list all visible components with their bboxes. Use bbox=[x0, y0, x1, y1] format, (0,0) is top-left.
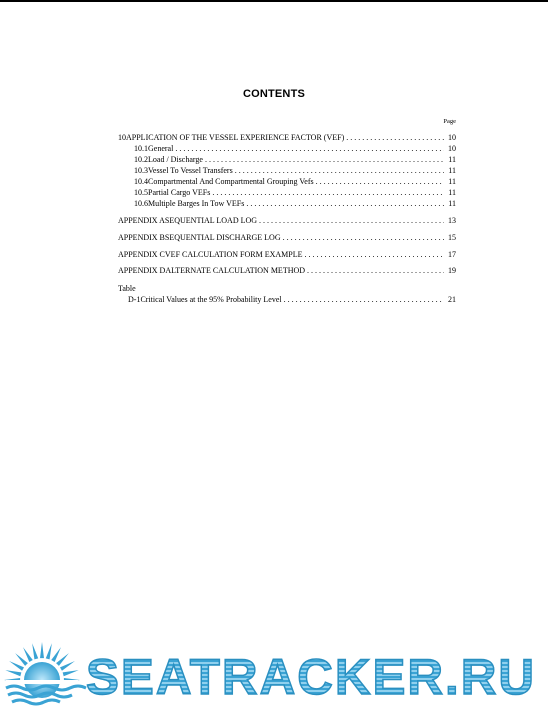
toc-entry-number: APPENDIX B bbox=[118, 233, 165, 242]
toc-entry-appendix-c[interactable] bbox=[118, 250, 456, 260]
leader-dots bbox=[307, 266, 444, 276]
sun-ray-icon bbox=[23, 647, 33, 662]
sun-ray-icon bbox=[40, 642, 44, 658]
toc-entry-number: APPENDIX D bbox=[118, 266, 166, 275]
toc-entry-number: 10.5 bbox=[134, 188, 148, 197]
toc-entry-section-10[interactable] bbox=[118, 133, 456, 143]
toc-entry-title: ALTERNATE CALCULATION METHOD bbox=[165, 266, 306, 275]
toc-entry-number: 10.3 bbox=[134, 166, 148, 175]
toc-entry-page: 11 bbox=[448, 177, 456, 186]
watermark-svg bbox=[0, 628, 548, 713]
leader-dots bbox=[346, 133, 444, 143]
toc-entry-table-d-1[interactable] bbox=[128, 295, 456, 305]
toc-entry-page: 15 bbox=[448, 233, 456, 242]
leader-dots bbox=[259, 216, 444, 226]
leader-dots bbox=[284, 295, 444, 305]
toc-entry-section-10-5[interactable] bbox=[134, 188, 456, 198]
toc-entry-title: Critical Values at the 95% Probability Level bbox=[140, 295, 282, 304]
sun-ray-icon bbox=[60, 661, 75, 671]
sun-ray-icon bbox=[63, 670, 79, 676]
toc-entry-page: 17 bbox=[448, 250, 456, 259]
toc-entry-page: 11 bbox=[448, 155, 456, 164]
toc-entry-number: APPENDIX A bbox=[118, 216, 165, 225]
leader-dots bbox=[175, 144, 444, 154]
toc-entry-number: 10.2 bbox=[134, 155, 148, 164]
toc-entry-title: Compartmental And Compartmental Grouping Vefs bbox=[148, 177, 314, 186]
toc-entry-title: SEQUENTIAL LOAD LOG bbox=[164, 216, 258, 225]
sun-over-waves-logo-icon bbox=[4, 642, 86, 704]
toc-entry-section-10-4[interactable] bbox=[134, 177, 456, 187]
toc-entry-section-10-2[interactable] bbox=[134, 155, 456, 165]
toc-entry-title: APPLICATION OF THE VESSEL EXPERIENCE FACTOR (VEF) bbox=[126, 133, 345, 142]
leader-dots bbox=[212, 188, 444, 198]
toc-entry-number: 10.1 bbox=[134, 144, 148, 153]
sun-ray-icon bbox=[5, 670, 21, 676]
toc-entry-title: VEF CALCULATION FORM EXAMPLE bbox=[164, 250, 303, 259]
toc-entry-appendix-d[interactable] bbox=[118, 266, 456, 276]
sun-ray-icon bbox=[56, 653, 69, 666]
top-border-rule bbox=[0, 0, 548, 2]
watermark bbox=[0, 628, 548, 713]
toc-entry-section-10-1[interactable] bbox=[134, 144, 456, 154]
toc-entry-number: 10.6 bbox=[134, 199, 148, 208]
toc-entry-appendix-b[interactable] bbox=[118, 233, 456, 243]
page-column-label: Page bbox=[443, 118, 456, 125]
contents-heading: CONTENTS bbox=[242, 88, 306, 100]
toc-entry-title: SEQUENTIAL DISCHARGE LOG bbox=[164, 233, 281, 242]
sun-ray-icon bbox=[15, 653, 28, 666]
toc-entry-page: 11 bbox=[448, 199, 456, 208]
toc-entry-page: 10 bbox=[448, 144, 456, 153]
toc-entry-number: D-1 bbox=[128, 295, 141, 304]
sun-ray-icon bbox=[9, 661, 24, 671]
watermark-text: SEATRACKER.RU bbox=[86, 649, 536, 705]
leader-dots bbox=[316, 177, 444, 187]
toc-entry-title: General bbox=[148, 144, 174, 153]
toc-entry-page: 21 bbox=[448, 295, 456, 304]
leader-dots bbox=[283, 233, 444, 243]
toc-entry-section-10-6[interactable] bbox=[134, 199, 456, 209]
leader-dots bbox=[304, 250, 444, 260]
toc-entry-number: 10.4 bbox=[134, 177, 148, 186]
toc-entry-number: APPENDIX C bbox=[118, 250, 165, 259]
toc-entry-page: 13 bbox=[448, 216, 456, 225]
toc-entry-page: 10 bbox=[448, 133, 456, 142]
toc-entry-page: 19 bbox=[448, 266, 456, 275]
toc-entry-title: Partial Cargo VEFs bbox=[148, 188, 211, 197]
toc-entry-page: 11 bbox=[448, 188, 456, 197]
toc-entry-number: 10 bbox=[118, 133, 126, 142]
sun-ray-icon bbox=[51, 647, 61, 662]
toc-entry-title: Load / Discharge bbox=[148, 155, 203, 164]
leader-dots bbox=[246, 199, 444, 209]
leader-dots bbox=[205, 155, 444, 165]
sun-ray-icon bbox=[46, 643, 52, 659]
toc-entry-title: Vessel To Vessel Transfers bbox=[148, 166, 233, 175]
tables-label: Table bbox=[118, 284, 136, 293]
toc-entry-section-10-3[interactable] bbox=[134, 166, 456, 176]
toc-entry-appendix-a[interactable] bbox=[118, 216, 456, 226]
leader-dots bbox=[235, 166, 444, 176]
toc-entry-title: Multiple Barges In Tow VEFs bbox=[148, 199, 245, 208]
sun-ray-icon bbox=[32, 643, 38, 659]
toc-entry-page: 11 bbox=[448, 166, 456, 175]
